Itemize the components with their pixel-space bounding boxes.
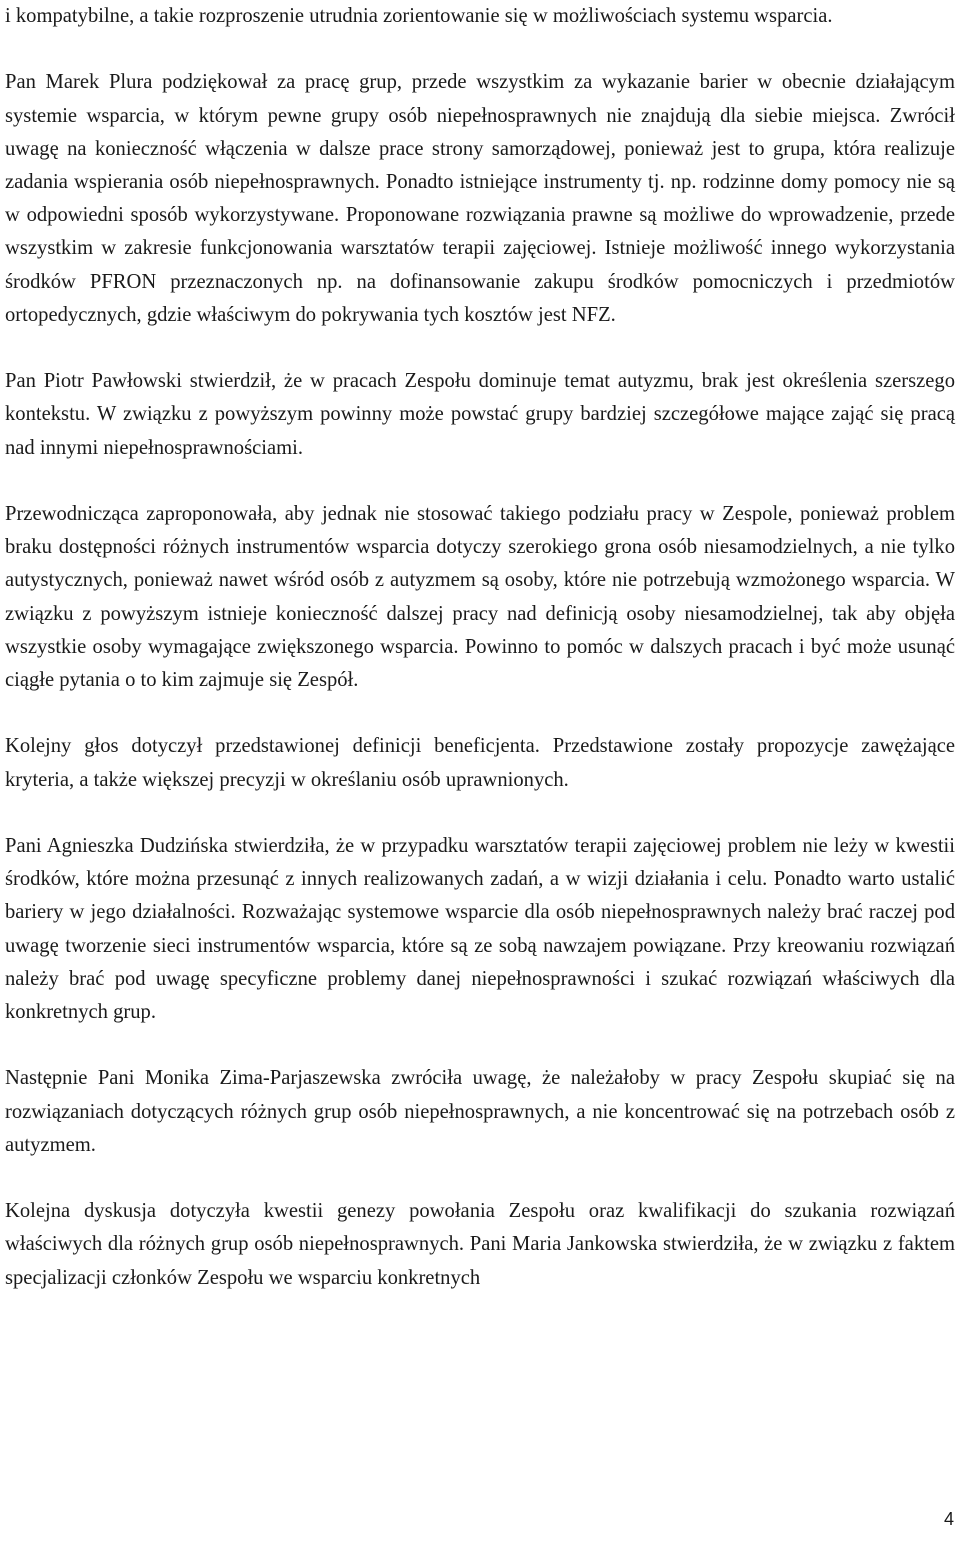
paragraph-6: Pani Agnieszka Dudzińska stwierdziła, że w przypadku warsztatów terapii zajęciowej problem nie leży w kwestii środków, które można przesunąć z innych realizowanych zadań, a w wizji działania i celu. Ponadto warto ustalić bariery w jego działalności. Rozważając systemowe wsparcie dla osób niepełnosprawnych należy brać raczej pod uwagę tworzenie sieci instrumentów wsparcia, które są ze sobą nawzajem powiązane. Przy kreowaniu rozwiązań należy brać pod uwagę specyficzne problemy danej niepełnosprawności i szukać rozwiązań właściwych dla konkretnych grup.	[5, 835, 955, 1024]
paragraph-gap	[5, 465, 955, 498]
paragraph-gap	[5, 332, 955, 365]
paragraph-7: Następnie Pani Monika Zima-Parjaszewska zwróciła uwagę, że należałoby w pracy Zespołu skupiać się na rozwiązaniach dotyczących różnych grup osób niepełnosprawnych, a nie koncentrować się na potrzebach osób z autyzmem.	[5, 1067, 955, 1156]
page-number: 4	[943, 1509, 954, 1529]
paragraph-1: i kompatybilne, a takie rozproszenie utrudnia zorientowanie się w możliwościach systemu wsparcia.	[5, 5, 833, 27]
paragraph-gap	[5, 1029, 955, 1062]
paragraph-3: Pan Piotr Pawłowski stwierdził, że w pracach Zespołu dominuje temat autyzmu, brak jest określenia szerszego kontekstu. W związku z powyższym powinny może powstać grupy bardziej szczegółowe mające zająć się pracą nad innymi niepełnosprawnościami.	[5, 370, 955, 459]
paragraph-2: Pan Marek Plura podziękował za pracę grup, przede wszystkim za wykazanie barier w obecnie działającym systemie wsparcia, w którym pewne grupy osób niepełnosprawnych nie znajdują dla siebie miejsca. Zwrócił uwagę na konieczność włączenia w dalsze prace strony samorządowej, ponieważ jest to grupa, która realizuje zadania wspierania osób niepełnosprawnych. Ponadto istniejące instrumenty tj. np. rodzinne domy pomocy nie są w odpowiedni sposób wykorzystywane. Proponowane rozwiązania prawne są możliwe do wprowadzenie, przede wszystkim w zakresie funkcjonowania warsztatów terapii zajęciowej. Istnieje możliwość innego wykorzystania środków PFRON przeznaczonych np. na dofinansowanie zakupu środków pomocniczych i przedmiotów ortopedycznych, gdzie właściwym do pokrywania tych kosztów jest NFZ.	[5, 71, 955, 326]
paragraph-gap	[5, 33, 955, 66]
paragraph-4: Przewodnicząca zaproponowała, aby jednak nie stosować takiego podziału pracy w Zespole, ponieważ problem braku dostępności różnych instrumentów wsparcia dotyczy szerokiego grona osób niesamodzielnych, a nie tylko autystycznych, ponieważ nawet wśród osób z autyzmem są osoby, które nie potrzebują wzmożonego wsparcia. W związku z powyższym istnieje konieczność dalszej pracy nad definicją osoby niesamodzielnej, tak aby objęła wszystkie osoby wymagające zwiększonego wsparcia. Powinno to pomóc w dalszych pracach i być może usunąć ciągłe pytania o to kim zajmuje się Zespół.	[5, 503, 955, 692]
document-body	[5, 0, 955, 1295]
paragraph-8: Kolejna dyskusja dotyczyła kwestii genezy powołania Zespołu oraz kwalifikacji do szukania rozwiązań właściwych dla różnych grup osób niepełnosprawnych. Pani Maria Jankowska stwierdziła, że w związku z faktem specjalizacji członków Zespołu we wsparciu konkretnych	[5, 1200, 955, 1289]
paragraph-5: Kolejny głos dotyczył przedstawionej definicji beneficjenta. Przedstawione zostały propozycje zawężające kryteria, a także większej precyzji w określaniu osób uprawnionych.	[5, 735, 955, 791]
paragraph-gap	[5, 1162, 955, 1195]
paragraph-gap	[5, 797, 955, 830]
paragraph-gap	[5, 697, 955, 730]
